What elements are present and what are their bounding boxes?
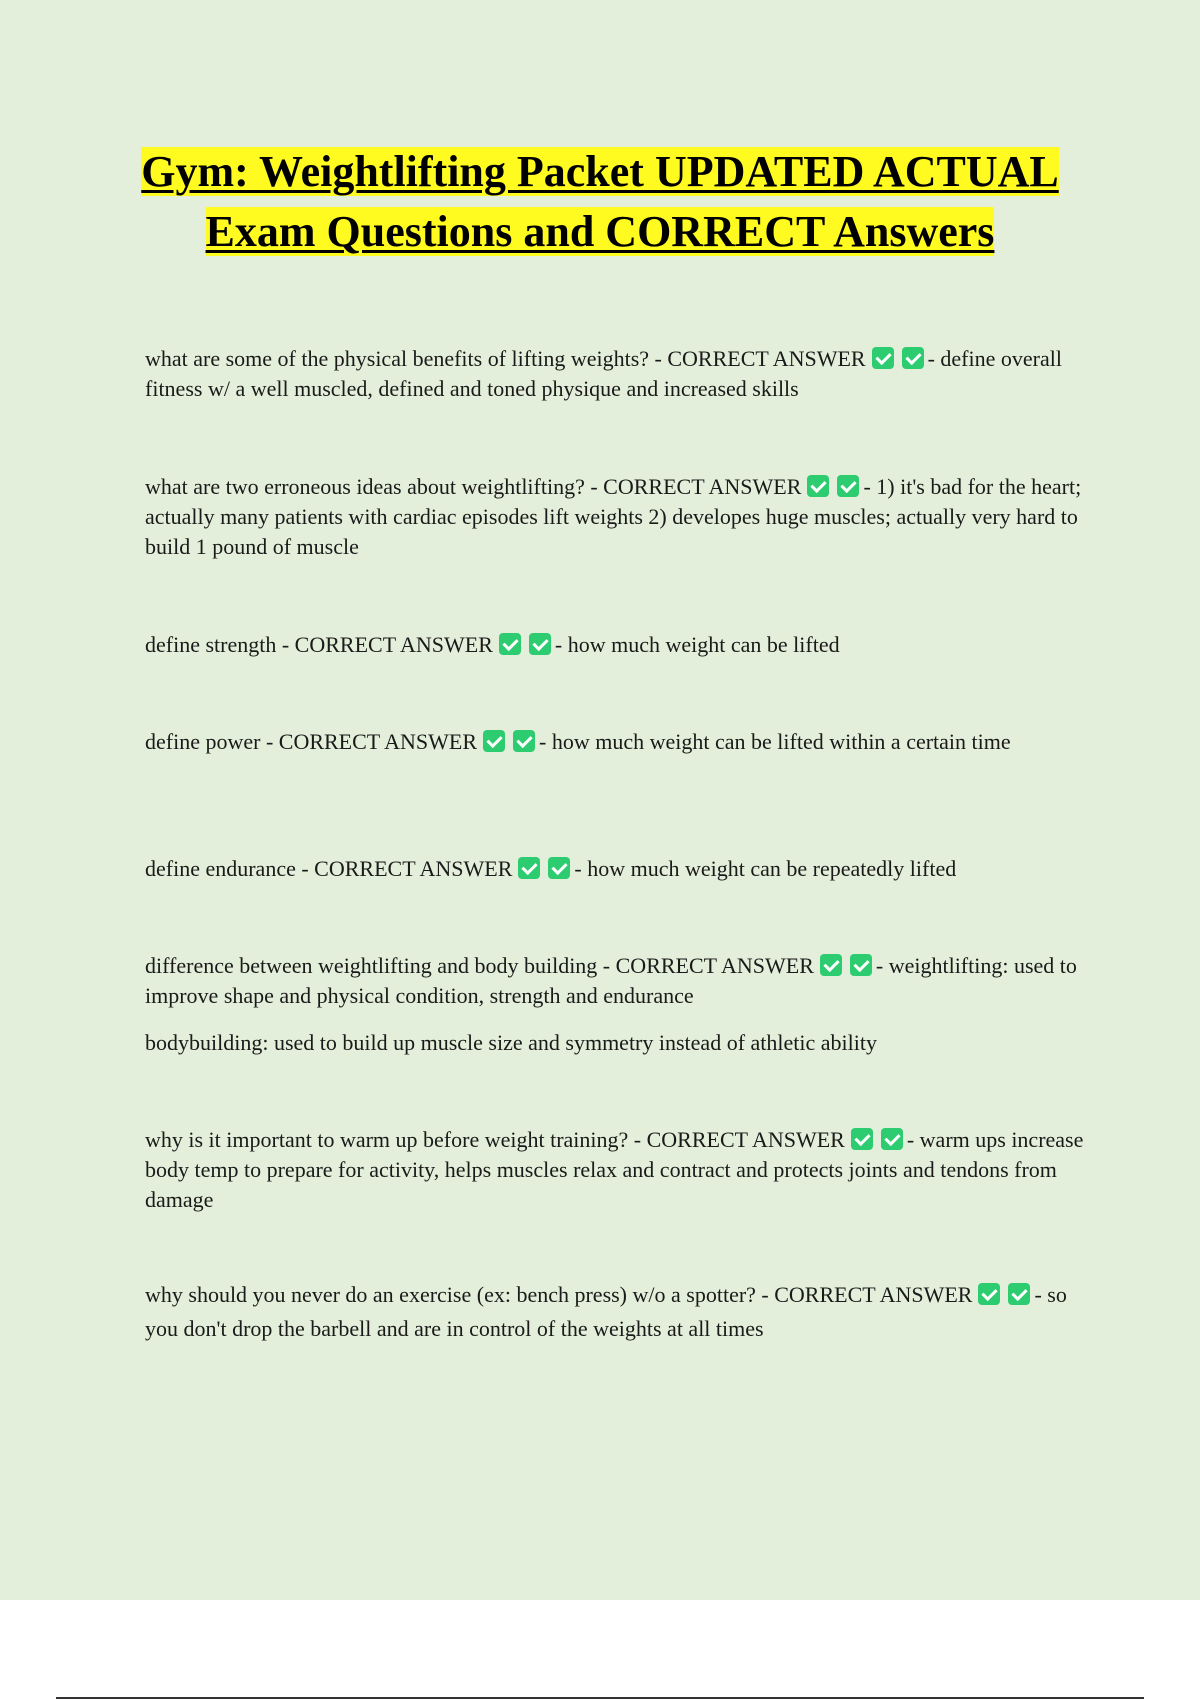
qa-item-2 — [145, 472, 1085, 562]
qa-text — [145, 630, 1085, 660]
check-icon — [1008, 1283, 1030, 1305]
question-text: define endurance - CORRECT ANSWER — [145, 856, 513, 881]
question-text: define strength - CORRECT ANSWER — [145, 632, 493, 657]
check-icon — [499, 633, 521, 655]
check-icon — [820, 954, 842, 976]
qa-item-5 — [145, 854, 1085, 884]
qa-item-8 — [145, 1278, 1085, 1346]
check-icon — [851, 1128, 873, 1150]
check-icon — [978, 1283, 1000, 1305]
answer-text: - warm ups increase body temp to prepare for activity, helps muscles relax and contract and protects joints and tendons from damage — [145, 1127, 1084, 1212]
qa-text — [145, 1278, 1085, 1346]
question-text: what are some of the physical benefits of lifting weights? - CORRECT ANSWER — [145, 346, 866, 371]
document-title — [100, 142, 1100, 262]
check-icon — [807, 475, 829, 497]
answer-text: - how much weight can be repeatedly lifted — [574, 856, 957, 881]
qa-text — [145, 1125, 1085, 1215]
question-text: define power - CORRECT ANSWER — [145, 729, 478, 754]
qa-text — [145, 854, 1085, 884]
check-icon — [483, 730, 505, 752]
check-icon — [513, 730, 535, 752]
check-icon — [872, 347, 894, 369]
check-icon — [529, 633, 551, 655]
qa-item-1 — [145, 344, 1085, 404]
check-icon — [902, 347, 924, 369]
qa-item-6 — [145, 951, 1085, 1058]
qa-text — [145, 951, 1085, 1011]
check-icon — [548, 857, 570, 879]
question-text: difference between weightlifting and body building - CORRECT ANSWER — [145, 953, 814, 978]
qa-item-4 — [145, 727, 1085, 757]
footer-divider — [56, 1697, 1144, 1699]
question-text: why is it important to warm up before weight training? - CORRECT ANSWER — [145, 1127, 845, 1152]
qa-text — [145, 344, 1085, 404]
answer-text: - 1) it's bad for the heart; actually many patients with cardiac episodes lift weights 2) developes huge muscles; actually very hard to build 1 pound of muscle — [145, 474, 1082, 559]
question-text: what are two erroneous ideas about weightlifting? - CORRECT ANSWER — [145, 474, 802, 499]
answer-text: - how much weight can be lifted — [554, 632, 840, 657]
qa-text — [145, 727, 1085, 757]
answer-text: - how much weight can be lifted within a certain time — [539, 729, 1011, 754]
answer-text: - define overall fitness w/ a well muscled, defined and toned physique and increased skills — [145, 346, 1062, 401]
qa-item-7 — [145, 1125, 1085, 1215]
title-highlight: Gym: Weightlifting Packet UPDATED ACTUAL Exam Questions and CORRECT Answers — [141, 147, 1059, 256]
question-text: why should you never do an exercise (ex: bench press) w/o a spotter? - CORRECT ANSWER — [145, 1282, 973, 1307]
answer-text: - so you don't drop the barbell and are in control of the weights at all times — [145, 1282, 1067, 1341]
qa-item-3 — [145, 630, 1085, 660]
check-icon — [850, 954, 872, 976]
qa-text — [145, 472, 1085, 562]
check-icon — [837, 475, 859, 497]
qa-extra-text: bodybuilding: used to build up muscle size and symmetry instead of athletic ability — [145, 1030, 877, 1055]
check-icon — [881, 1128, 903, 1150]
answer-text: - weightlifting: used to improve shape and physical condition, strength and endurance — [145, 953, 1077, 1008]
check-icon — [518, 857, 540, 879]
